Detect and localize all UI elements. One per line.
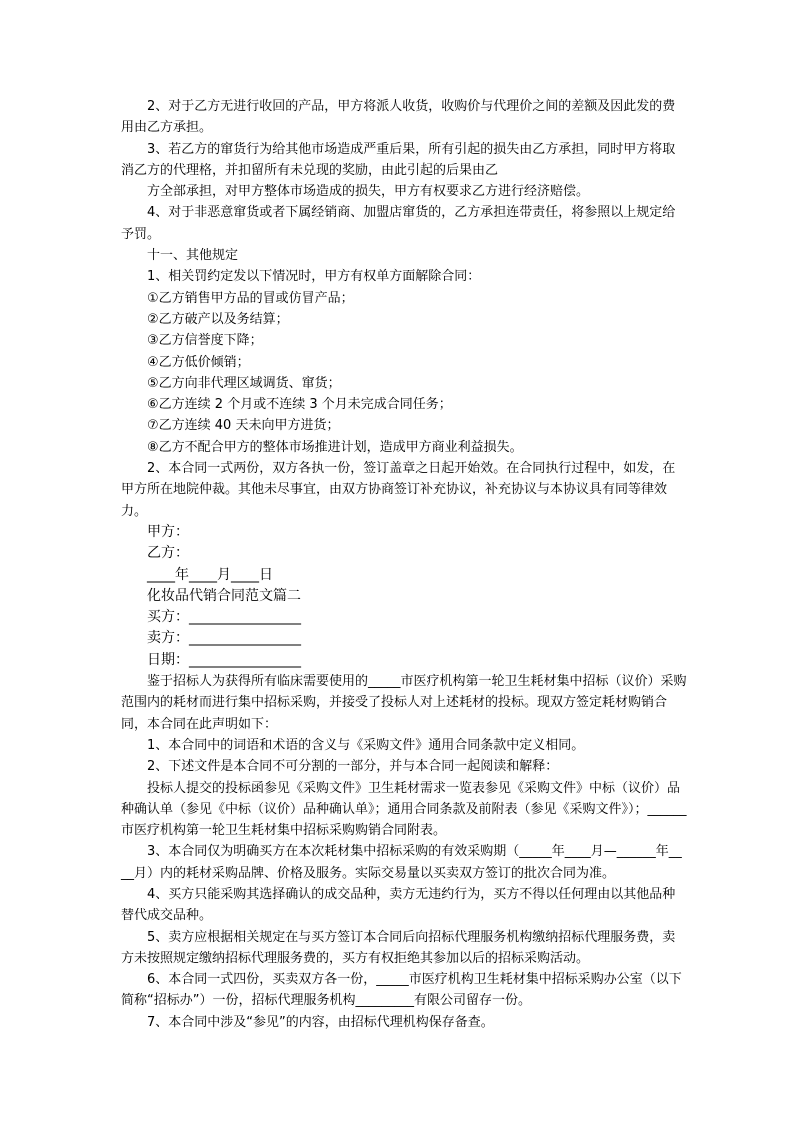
paragraph: 2、本合同一式两份，双方各执一份，签订盖章之日起开始效。在合同执行过程中，如发，在甲方所在地院仲裁。其他未尽事宜，由双方协商签订补充协议，补充协议与本协议具有同等律效力。	[121, 461, 676, 519]
paragraph: 甲方：	[147, 523, 189, 540]
paragraph: ⑧乙方不配合甲方的整体市场推进计划，造成甲方商业利益损失。	[147, 439, 523, 455]
document-body	[121, 96, 687, 1033]
paragraph: 4、对于非恶意窜货或者下属经销商、加盟店窜货的，乙方承担连带责任，将参照以上规定给予罚。	[121, 205, 676, 242]
paragraph: ⑦乙方连续 40 天未向甲方进货；	[147, 418, 340, 434]
paragraph: 方全部承担，对甲方整体市场造成的损失，甲方有权要求乙方进行经济赔偿。	[147, 184, 590, 200]
paragraph: 3、本合同仅为明确买方在本次耗材集中招标采购的有效采购期（_____年____月—______年____月）内的耗材采购品牌、价格及服务。实际交易量以买卖双方签订的批次合同为准。	[121, 844, 682, 881]
paragraph: 卖方：________________	[147, 630, 301, 647]
paragraph: 乙方：	[147, 545, 189, 562]
paragraph: 4、买方只能采购其选择确认的成交品种，卖方无违约行为，买方不得以任何理由以其他品种替代成交品种。	[121, 886, 676, 924]
paragraph: 6、本合同一式四份，买卖双方各一份，_____市医疗机构卫生耗材集中招标采购办公室（以下简称“招标办”）一份，招标代理服务机构_________有限公司留存一份。	[121, 972, 682, 1009]
paragraph: ④乙方低价倾销；	[147, 354, 250, 370]
paragraph: ①乙方销售甲方品的冒或仿冒产品；	[147, 290, 354, 306]
paragraph: 买方：________________	[147, 609, 301, 626]
paragraph: ⑥乙方连续 2 个月或不连续 3 个月未完成合同任务；	[147, 397, 452, 413]
paragraph: 2、对于乙方无进行收回的产品，甲方将派人收货，收购价与代理价之间的差额及因此发的费用由乙方承担。	[121, 99, 676, 136]
paragraph: ②乙方破产以及务结算；	[147, 311, 289, 327]
paragraph: 日期：________________	[147, 651, 301, 668]
paragraph: 7、本合同中涉及“参见”的内容，由招标代理机构保存备查。	[147, 1014, 494, 1030]
paragraph: 3、若乙方的窜货行为给其他市场造成严重后果，所有引起的损失由乙方承担，同时甲方将取消乙方的代理格，并扣留所有未兑现的奖励，由此引起的后果由乙	[121, 141, 676, 178]
paragraph: 5、卖方应根据相关规定在与买方签订本合同后向招标代理服务机构缴纳招标代理服务费，卖方未按照规定缴纳招标代理服务费的，买方有权拒绝其参加以后的招标采购活动。	[121, 929, 676, 966]
paragraph: 鉴于招标人为获得所有临床需要使用的_____市医疗机构第一轮卫生耗材集中招标（议价）采购范围内的耗材而进行集中招标采购，并接受了投标人对上述耗材的投标。现双方签定耗材购销合同，本合同在此声明如下：	[121, 674, 687, 732]
paragraph: 1、本合同中的词语和术语的含义与《采购文件》通用合同条款中定义相同。	[147, 737, 585, 753]
paragraph: ⑤乙方向非代理区域调货、窜货；	[147, 375, 341, 391]
paragraph: 投标人提交的投标函参见《采购文件》卫生耗材需求一览表参见《采购文件》中标（议价）品种确认单（参见《中标（议价）品种确认单》；通用合同条款及前附表（参见《采购文件》）；______市医疗机构第一轮卫生耗材集中招标采购购销合同附表。	[121, 780, 687, 839]
paragraph: 十一、其他规定	[147, 248, 239, 264]
paragraph: 化妆品代销合同范文篇二	[147, 587, 301, 604]
paragraph: ③乙方信誉度下降；	[147, 333, 263, 349]
paragraph: ____年____月____日	[147, 566, 273, 583]
paragraph: 1、相关罚约定发以下情况时，甲方有权单方面解除合同：	[147, 269, 481, 285]
paragraph: 2、下述文件是本合同不可分割的一部分，并与本合同一起阅读和解释：	[147, 759, 559, 775]
